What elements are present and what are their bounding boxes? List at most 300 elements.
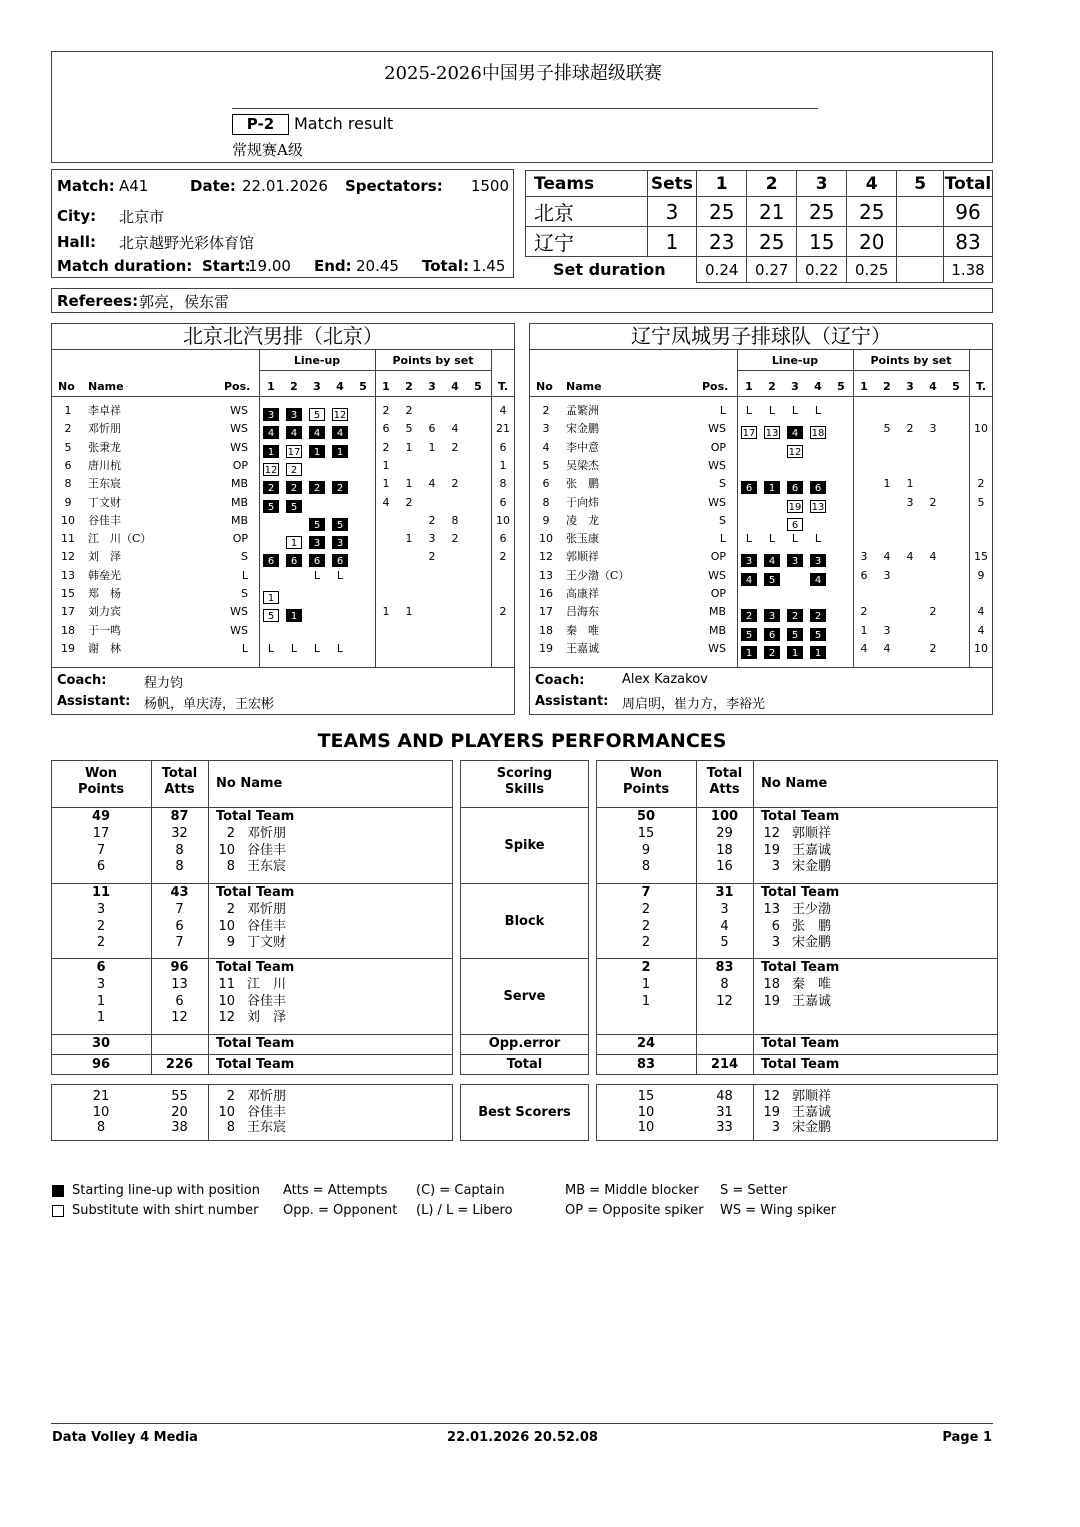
lineup-number: 5 xyxy=(810,628,826,641)
player-position: WS xyxy=(708,458,726,472)
lineup-libero: L xyxy=(768,404,776,417)
player-name: 唐川杭 xyxy=(88,458,121,472)
best-won-points: 10 xyxy=(637,1104,655,1120)
lineup-libero: L xyxy=(814,532,822,546)
points-set-header: 4 xyxy=(929,380,937,393)
player-position: S xyxy=(719,513,726,527)
lineup-number: 5 xyxy=(286,500,302,513)
player-number: 2 xyxy=(226,901,235,917)
best-total-atts: 48 xyxy=(716,1089,733,1104)
set-points: 2 xyxy=(929,605,937,619)
player-name: 谷佳丰 xyxy=(88,513,121,527)
player-name: 王少渤 xyxy=(792,901,832,917)
set-points: 4 xyxy=(451,422,459,436)
won-points-header: Points xyxy=(77,782,125,797)
spectators: 1500 xyxy=(470,177,509,195)
won-points: 1 xyxy=(96,993,106,1009)
set-points: 3 xyxy=(428,532,436,546)
lineup-libero: L xyxy=(814,404,822,417)
points-set-header: 2 xyxy=(405,380,413,393)
lineup-number: 4 xyxy=(263,426,279,439)
points-set-header: 5 xyxy=(474,380,482,393)
perf-hline xyxy=(460,1054,589,1055)
lineup-set-header: 2 xyxy=(768,380,776,393)
set-duration: 0.24 xyxy=(697,257,747,283)
player-position: OP xyxy=(710,550,726,564)
player-number: 12 xyxy=(539,550,553,564)
score-header-set4: 4 xyxy=(847,171,897,197)
perf-hline xyxy=(51,807,453,808)
points-set-header: 1 xyxy=(860,380,868,393)
won-points: 6 xyxy=(96,859,106,875)
score-team-name: 北京 xyxy=(526,197,648,227)
duration-label: Match duration: xyxy=(57,257,193,275)
score-set-points: 25 xyxy=(697,197,747,227)
player-total: 2 xyxy=(977,477,985,491)
total-atts: 6 xyxy=(175,993,184,1009)
lineup-number: 13 xyxy=(811,501,825,513)
lineup-number: 6 xyxy=(741,481,757,494)
lineup-number: 1 xyxy=(286,536,302,549)
assistant-names: 周启明，崔力方，李裕光 xyxy=(622,697,766,712)
player-position: WS xyxy=(708,641,726,655)
player-number: 5 xyxy=(64,440,72,454)
set-points: 5 xyxy=(405,422,413,436)
player-number: 15 xyxy=(61,587,75,600)
player-number: 10 xyxy=(539,532,553,546)
lineup-number: 2 xyxy=(810,609,826,622)
won-points: 1 xyxy=(641,993,651,1009)
player-name: 谢 林 xyxy=(88,641,121,655)
player-total: 9 xyxy=(977,568,985,582)
set-points: 6 xyxy=(382,422,390,436)
score-header-set2: 2 xyxy=(747,171,797,197)
team-title: 北京北汽男排（北京） xyxy=(183,324,383,348)
player-number: 2 xyxy=(226,1089,235,1104)
scoring-skills-header: Skills xyxy=(504,782,545,797)
lineup-set-header: 3 xyxy=(313,380,321,393)
total-header: T. xyxy=(497,380,508,393)
player-name: 郭顺祥 xyxy=(792,1089,832,1104)
player-number: 13 xyxy=(61,568,75,582)
lineup-libero: L xyxy=(791,532,799,546)
no-name-header: No Name xyxy=(216,776,283,791)
set-points: 8 xyxy=(451,513,459,527)
player-name: 郭顺祥 xyxy=(566,550,599,564)
lineup-number: 1 xyxy=(263,591,279,604)
player-name: 王东宸 xyxy=(88,477,121,491)
name-header: Name xyxy=(566,380,602,393)
legend-s: S = Setter xyxy=(720,1183,788,1198)
score-set-points: 25 xyxy=(797,197,847,227)
lineup-number: 3 xyxy=(787,554,803,567)
lineup-number: 6 xyxy=(332,554,348,567)
won-points: 30 xyxy=(91,1036,111,1051)
player-name: 王嘉诚 xyxy=(792,993,832,1009)
best-won-points: 10 xyxy=(637,1120,655,1135)
player-name: 李中意 xyxy=(566,440,599,454)
player-position: WS xyxy=(708,495,726,509)
player-name: 张 鹏 xyxy=(792,918,832,934)
player-name: 江 川 xyxy=(247,976,287,992)
score-header-teams: Teams xyxy=(526,171,648,197)
player-name: 刘 泽 xyxy=(88,550,121,564)
points-set-header: 3 xyxy=(906,380,914,393)
footer-right: Page 1 xyxy=(942,1430,992,1445)
player-total: 5 xyxy=(977,495,985,509)
best-won-points: 15 xyxy=(637,1089,655,1104)
coach-label: Coach: xyxy=(535,673,585,688)
player-name: 秦 唯 xyxy=(792,976,832,992)
lineup-number: 4 xyxy=(741,573,757,586)
score-total: 96 xyxy=(944,197,993,227)
perf-vline xyxy=(208,1084,209,1141)
lineup-number: 12 xyxy=(788,446,802,458)
total-duration: 1.45 xyxy=(472,257,506,275)
lineup-number: 5 xyxy=(741,628,757,641)
player-number: 10 xyxy=(218,842,235,858)
set-points: 3 xyxy=(883,623,891,637)
lineup-number: 5 xyxy=(263,609,279,622)
won-points: 49 xyxy=(91,809,111,824)
player-name: Total Team xyxy=(761,809,840,824)
perf-hline xyxy=(460,1034,589,1035)
player-total: 4 xyxy=(977,623,985,637)
set-points: 1 xyxy=(405,477,413,491)
footer-center: 22.01.2026 20.52.08 xyxy=(447,1430,598,1445)
lineup-number: 6 xyxy=(787,481,803,494)
lineup-number: 6 xyxy=(764,628,780,641)
player-name: Total Team xyxy=(761,885,840,900)
player-name: 谷佳丰 xyxy=(247,993,287,1009)
points-set-header: 4 xyxy=(451,380,459,393)
set-duration: 0.25 xyxy=(847,257,897,283)
lineup-set-header: 1 xyxy=(745,380,753,393)
set-points: 3 xyxy=(883,568,891,582)
perf-hline xyxy=(460,807,589,808)
lineup-number: 4 xyxy=(309,426,325,439)
player-number: 2 xyxy=(64,422,72,436)
player-position: WS xyxy=(230,404,248,417)
lineup-number: 2 xyxy=(286,463,302,476)
lineup-set-header: 5 xyxy=(359,380,367,393)
player-name: 邓忻朋 xyxy=(88,422,121,436)
set-points: 1 xyxy=(382,458,390,472)
player-name: 邓忻朋 xyxy=(247,901,287,917)
player-name: 秦 唯 xyxy=(566,623,599,637)
perf-hline xyxy=(51,1034,453,1035)
lineup-number: 5 xyxy=(263,500,279,513)
lineup-number: 5 xyxy=(764,573,780,586)
start-time: 19.00 xyxy=(248,257,291,275)
player-total: 2 xyxy=(499,550,507,564)
total-label: Total: xyxy=(422,257,469,275)
spectators-label: Spectators: xyxy=(345,177,443,195)
won-points: 9 xyxy=(641,842,651,858)
player-name: 王嘉诚 xyxy=(792,1104,832,1120)
player-name: 高康祥 xyxy=(566,587,599,600)
points-by-set-header: Points by set xyxy=(392,354,474,367)
player-name: 吴梁杰 xyxy=(566,458,599,472)
lineup-number: 4 xyxy=(332,426,348,439)
won-points: 2 xyxy=(641,901,651,917)
best-total-atts: 33 xyxy=(716,1120,733,1135)
match-label: Match: xyxy=(57,177,115,195)
set-points: 2 xyxy=(451,440,459,454)
set-points: 2 xyxy=(929,495,937,509)
lineup-number: 6 xyxy=(787,518,803,531)
player-number: 19 xyxy=(763,993,780,1009)
doc-code: P-2 xyxy=(232,114,289,135)
set-points: 1 xyxy=(860,623,868,637)
total-atts: 32 xyxy=(171,825,188,841)
player-number: 8 xyxy=(226,1120,235,1135)
set-points: 1 xyxy=(428,440,436,454)
total-atts: 4 xyxy=(720,918,729,934)
player-number: 16 xyxy=(539,587,553,600)
best-won-points: 10 xyxy=(92,1104,110,1120)
won-points: 96 xyxy=(91,1057,111,1072)
player-number: 10 xyxy=(218,1104,235,1120)
pos-header: Pos. xyxy=(224,380,251,393)
coach-label: Coach: xyxy=(57,673,107,688)
perf-hline xyxy=(51,958,453,959)
lineup-libero: L xyxy=(267,641,275,655)
performances-title: TEAMS AND PLAYERS PERFORMANCES xyxy=(317,730,727,752)
total-atts-header: Total xyxy=(161,766,198,781)
league-title: 2025-2026中国男子排球超级联赛 xyxy=(384,63,662,84)
player-number: 17 xyxy=(539,605,553,619)
perf-hline xyxy=(51,883,453,884)
player-position: WS xyxy=(230,440,248,454)
perf-hline xyxy=(596,1054,998,1055)
lineup-number: 19 xyxy=(788,501,802,513)
set-points: 1 xyxy=(906,477,914,491)
no-name-header: No Name xyxy=(761,776,828,791)
phase: 常规赛A级 xyxy=(232,141,303,159)
coach-name: Alex Kazakov xyxy=(622,672,708,687)
player-position: MB xyxy=(708,623,726,637)
player-number: 11 xyxy=(61,532,75,546)
player-name: 王嘉诚 xyxy=(792,842,832,858)
perf-hline xyxy=(596,958,998,959)
lineup-libero: L xyxy=(290,641,298,655)
lineup-number: 2 xyxy=(787,609,803,622)
lineup-libero: L xyxy=(791,404,799,417)
player-number: 13 xyxy=(763,901,780,917)
total-atts: 8 xyxy=(720,976,729,992)
player-position: L xyxy=(241,641,248,655)
player-number: 13 xyxy=(539,568,553,582)
player-name: 郑 杨 xyxy=(88,587,121,600)
player-number: 12 xyxy=(763,1089,780,1104)
total-atts: 8 xyxy=(175,842,184,858)
set-points: 1 xyxy=(883,477,891,491)
lineup-header: Line-up xyxy=(293,354,341,367)
player-name: 邓忻朋 xyxy=(247,825,287,841)
player-position: MB xyxy=(708,605,726,619)
won-points: 6 xyxy=(96,960,106,975)
won-points: 2 xyxy=(641,918,651,934)
coach-name: 程力钧 xyxy=(144,676,184,691)
legend-mb: MB = Middle blocker xyxy=(565,1183,699,1198)
set-points: 5 xyxy=(883,422,891,436)
referees-label: Referees: xyxy=(57,292,139,310)
player-number: 9 xyxy=(542,513,550,527)
lineup-set-header: 2 xyxy=(290,380,298,393)
set-points: 3 xyxy=(929,422,937,436)
player-number: 10 xyxy=(61,513,75,527)
best-total-atts: 38 xyxy=(171,1120,188,1135)
lineup-libero: L xyxy=(336,568,344,582)
opp-error-label: Opp.error xyxy=(488,1036,561,1051)
set-points: 2 xyxy=(860,605,868,619)
player-name: 丁文财 xyxy=(88,495,121,509)
set-points: 2 xyxy=(382,404,390,417)
lineup-number: 17 xyxy=(742,428,756,440)
best-scorers-label: Best Scorers xyxy=(478,1105,571,1120)
set-duration-total: 1.38 xyxy=(944,257,993,283)
lineup-number: 3 xyxy=(309,536,325,549)
legend-op: OP = Opposite spiker xyxy=(565,1203,704,1218)
player-total: 2 xyxy=(499,605,507,619)
lineup-number: 5 xyxy=(309,518,325,531)
hall: 北京越野光彩体育馆 xyxy=(119,234,255,252)
set-duration-label: Set duration xyxy=(526,257,697,283)
score-set-points: 15 xyxy=(797,227,847,257)
player-position: WS xyxy=(230,605,248,619)
won-points: 11 xyxy=(91,885,111,900)
total-atts: 18 xyxy=(716,842,733,858)
skill-label: Serve xyxy=(503,989,546,1004)
team-total-label: Total Team xyxy=(216,1036,295,1051)
end-time: 20.45 xyxy=(356,257,399,275)
best-total-atts: 55 xyxy=(171,1089,188,1104)
lineup-set-header: 3 xyxy=(791,380,799,393)
won-points: 2 xyxy=(96,918,106,934)
lineup-number: 5 xyxy=(332,518,348,531)
player-name: 凌 龙 xyxy=(566,513,599,527)
won-points: 3 xyxy=(96,901,106,917)
set-points: 2 xyxy=(428,550,436,564)
lineup-number: 1 xyxy=(764,481,780,494)
pos-header: Pos. xyxy=(702,380,729,393)
assistant-names: 杨帆，单庆涛，王宏彬 xyxy=(144,697,275,712)
player-name: 宋金鹏 xyxy=(792,935,832,951)
set-points: 3 xyxy=(906,495,914,509)
player-number: 6 xyxy=(771,918,780,934)
points-by-set-header: Points by set xyxy=(870,354,952,367)
player-name: 刘力宾 xyxy=(88,605,121,619)
player-number: 11 xyxy=(218,976,235,992)
player-position: L xyxy=(719,404,726,417)
total-atts: 87 xyxy=(170,809,189,824)
match-date: 22.01.2026 xyxy=(242,177,328,195)
lineup-number: 6 xyxy=(810,481,826,494)
player-number: 9 xyxy=(64,495,72,509)
player-number: 10 xyxy=(218,993,235,1009)
perf-hline xyxy=(460,883,589,884)
player-name: Total Team xyxy=(216,885,295,900)
won-points: 7 xyxy=(641,885,651,900)
player-name: 王东宸 xyxy=(247,859,287,875)
legend-captain: (C) = Captain xyxy=(416,1183,505,1198)
player-number: 8 xyxy=(64,477,72,491)
player-total: 8 xyxy=(499,477,507,491)
player-number: 19 xyxy=(61,641,75,655)
lineup-libero: L xyxy=(313,641,321,655)
no-header: No xyxy=(58,380,75,393)
lineup-number: 18 xyxy=(811,428,825,440)
set-points: 4 xyxy=(382,495,390,509)
set-points: 2 xyxy=(451,477,459,491)
set-points: 6 xyxy=(428,422,436,436)
legend-libero: (L) / L = Libero xyxy=(416,1203,513,1218)
set-points: 3 xyxy=(860,550,868,564)
player-position: S xyxy=(719,477,726,491)
set-points: 4 xyxy=(428,477,436,491)
total-atts: 7 xyxy=(175,935,184,951)
lineup-number: 12 xyxy=(264,464,278,476)
won-points-header: Points xyxy=(622,782,670,797)
player-number: 2 xyxy=(226,825,235,841)
player-position: OP xyxy=(710,587,726,600)
player-name: 吕海东 xyxy=(566,605,599,619)
player-position: OP xyxy=(710,440,726,454)
legend-substitute-swatch xyxy=(52,1205,64,1217)
player-number: 8 xyxy=(226,859,235,875)
legend-starting: Starting line-up with position xyxy=(72,1183,260,1198)
player-number: 4 xyxy=(542,440,550,454)
player-name: 宋金鹏 xyxy=(792,1120,832,1135)
player-number: 18 xyxy=(763,976,780,992)
player-name: 于一鸣 xyxy=(88,623,121,637)
lineup-libero: L xyxy=(768,532,776,546)
perf-hline xyxy=(596,807,998,808)
lineup-number: 6 xyxy=(286,554,302,567)
player-name: 张玉康 xyxy=(566,532,599,546)
won-points: 1 xyxy=(641,976,651,992)
player-name: 江 川（C） xyxy=(88,532,152,546)
player-name: 张 鹏 xyxy=(566,477,599,491)
player-total: 10 xyxy=(496,513,510,527)
won-points: 15 xyxy=(637,825,655,841)
lineup-header: Line-up xyxy=(771,354,819,367)
lineup-number: 5 xyxy=(787,628,803,641)
lineup-number: 1 xyxy=(787,646,803,659)
lineup-number: 3 xyxy=(263,408,279,421)
set-points: 2 xyxy=(428,513,436,527)
player-position: WS xyxy=(708,422,726,436)
won-points: 2 xyxy=(641,960,651,975)
lineup-number: 2 xyxy=(263,481,279,494)
lineup-set-header: 1 xyxy=(267,380,275,393)
score-sets: 3 xyxy=(647,197,697,227)
player-position: MB xyxy=(230,477,248,491)
player-total: 4 xyxy=(977,605,985,619)
total-atts: 12 xyxy=(171,1010,188,1026)
perf-vline xyxy=(753,1084,754,1141)
won-points: 83 xyxy=(636,1057,656,1072)
set-points: 1 xyxy=(405,532,413,546)
total-atts: 43 xyxy=(170,885,189,900)
set-points: 4 xyxy=(860,641,868,655)
won-points: 17 xyxy=(92,825,110,841)
lineup-number: 2 xyxy=(332,481,348,494)
player-number: 9 xyxy=(226,935,235,951)
won-points-header: Won xyxy=(629,766,663,781)
set-points: 2 xyxy=(906,422,914,436)
